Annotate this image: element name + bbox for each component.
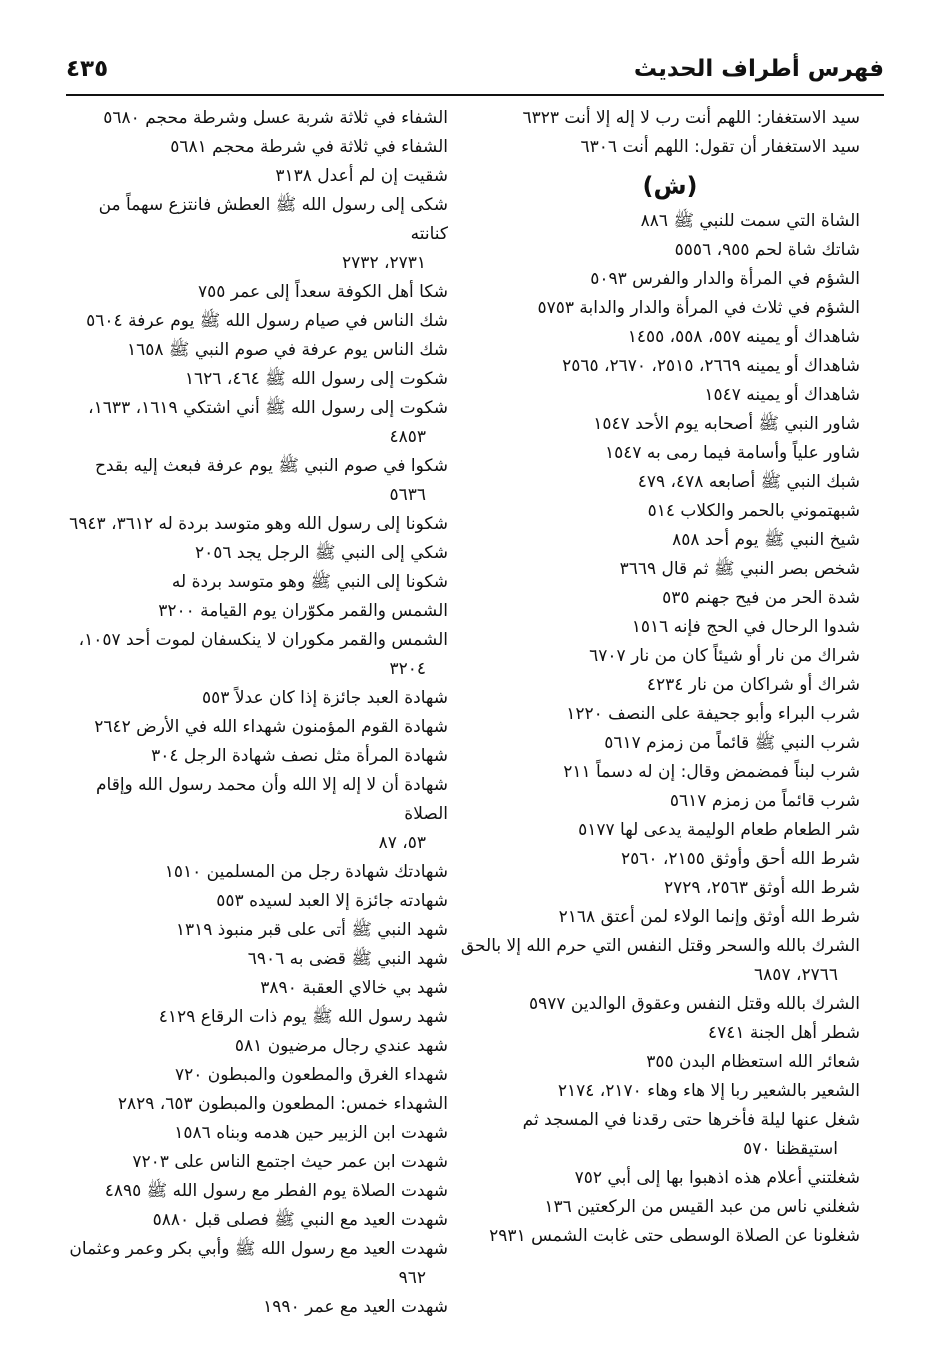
entry-continuation: ٥٦٣٦ [389, 485, 426, 505]
entry-text: شرب قائماً من زمزم ٥٦١٧ [669, 791, 860, 811]
page-title: فهرس أطراف الحديث [633, 56, 884, 82]
index-entry [455, 874, 860, 903]
entry-continuation: ٢٧٦٦، ٦٨٥٧ [754, 965, 838, 985]
index-entry [455, 497, 860, 526]
index-entry [455, 1048, 860, 1077]
entry-text: شرط الله أحق وأوثق ٢١٥٥، ٢٥٦٠ [620, 849, 860, 869]
index-entry [455, 584, 860, 613]
index-entry [455, 236, 860, 265]
right-column [455, 104, 860, 1251]
index-entry [455, 1106, 860, 1164]
index-entry [455, 323, 860, 352]
entry-text: شغل عنها ليلة فأخرها حتى رقدنا في المسجد ثم [522, 1110, 860, 1130]
entry-text: شكي إلى النبي ﷺ الرجل يجد ٢٠٥٦ [195, 543, 448, 563]
entry-text: شاور علياً وأسامة فيما رمى به ١٥٤٧ [604, 443, 860, 463]
index-entry [455, 787, 860, 816]
index-entry [58, 365, 448, 394]
index-entry [455, 932, 860, 990]
index-entry [58, 394, 448, 452]
index-entry [58, 1293, 448, 1322]
entry-text: شغلني ناس من عبد القيس من الركعتين ١٣٦ [544, 1197, 860, 1217]
entry-text: شك الناس في صيام رسول الله ﷺ يوم عرفة ٥٦٠٤ [86, 311, 448, 331]
entry-text: الشرك بالله وقتل النفس وعقوق الوالدين ٥٩٧٧ [528, 994, 860, 1014]
entry-text: شاهداك أو يمينه ٥٥٧، ٥٥٨، ١٤٥٥ [627, 327, 860, 347]
index-entry [58, 597, 448, 626]
index-entry [58, 1032, 448, 1061]
entry-text: شرط الله أوثق وإنما الولاء لمن أعتق ٢١٦٨ [558, 907, 860, 927]
page-header [66, 56, 884, 92]
entry-text: شقيت إن لم أعدل ٣١٣٨ [275, 166, 448, 186]
entry-text: شدة الحر من فيح جهنم ٥٣٥ [662, 588, 860, 608]
entry-text: شهادتك شهادة رجل من المسلمين ١٥١٠ [164, 862, 448, 882]
index-entry [455, 468, 860, 497]
index-entry [455, 700, 860, 729]
index-entry [58, 162, 448, 191]
index-entry [455, 381, 860, 410]
index-entry [455, 1019, 860, 1048]
entry-text: شهادته جائزة إلا العبد لسيده ٥٥٣ [216, 891, 448, 911]
entry-text: شكوت إلى رسول الله ﷺ ٤٦٤، ١٦٢٦ [184, 369, 448, 389]
entry-text: الشهداء خمس: المطعون والمبطون ٦٥٣، ٢٨٢٩ [117, 1094, 448, 1114]
entry-text: شهدت ابن عمر حيث اجتمع الناس على ٧٢٠٣ [132, 1152, 448, 1172]
entry-text: شكى إلى رسول الله ﷺ العطش فانتزع سهماً من كنانته [98, 195, 448, 244]
entry-text: شهد رسول الله ﷺ يوم ذات الرقاع ٤١٢٩ [158, 1007, 448, 1027]
index-entry [455, 671, 860, 700]
entry-text: شيخ النبي ﷺ يوم أحد ٨٥٨ [672, 530, 860, 550]
entry-text: سيد الاستغفار أن تقول: اللهم أنت ٦٣٠٦ [580, 137, 860, 157]
index-entry [58, 452, 448, 510]
entry-continuation: ٢٧٣١، ٢٧٣٢ [342, 253, 426, 273]
index-entry [58, 945, 448, 974]
index-entry [58, 626, 448, 684]
entry-text: شاور النبي ﷺ أصحابه يوم الأحد ١٥٤٧ [593, 414, 860, 434]
entry-text: شهدت العيد مع النبي ﷺ فصلى قبل ٥٨٨٠ [152, 1210, 448, 1230]
entry-text: شرب البراء وأبو جحيفة على النصف ١٢٢٠ [566, 704, 860, 724]
entry-text: شرب النبي ﷺ قائماً من زمزم ٥٦١٧ [604, 733, 860, 753]
index-entry [58, 974, 448, 1003]
index-entry [455, 294, 860, 323]
index-entry [455, 526, 860, 555]
index-entry [58, 887, 448, 916]
entry-text: شهد النبي ﷺ أتى على قبر منبوذ ١٣١٩ [175, 920, 448, 940]
index-entry [58, 336, 448, 365]
entry-text: شاهداك أو يمينه ٢٦٦٩، ٢٥١٥، ٢٦٧٠، ٢٥٦٥ [562, 356, 860, 376]
index-entry [58, 307, 448, 336]
entry-text: الشمس والقمر مكوّران يوم القيامة ٣٢٠٠ [158, 601, 448, 621]
index-entry [58, 1206, 448, 1235]
entry-text: شهادة أن لا إله إلا الله وأن محمد رسول الله وإقام الصلاة [95, 775, 448, 824]
index-entry [455, 1193, 860, 1222]
index-entry [58, 858, 448, 887]
index-entry [455, 207, 860, 236]
index-entry [455, 555, 860, 584]
entry-continuation: ٣٢٠٤ [389, 659, 426, 679]
index-entry [58, 916, 448, 945]
entry-text: شبك النبي ﷺ أصابعه ٤٧٨، ٤٧٩ [637, 472, 860, 492]
entry-text: شدوا الرحال في الحج فإنه ١٥١٦ [631, 617, 860, 637]
entry-text: شهدت العيد مع رسول الله ﷺ وأبي بكر وعمر وعثمان [69, 1239, 448, 1259]
entry-text: شهدت الصلاة يوم الفطر مع رسول الله ﷺ ٤٨٩٥ [104, 1181, 448, 1201]
entry-text: شبهتموني بالحمر والكلاب ٥١٤ [647, 501, 860, 521]
index-entry [455, 816, 860, 845]
entry-text: شهادة المرأة مثل نصف شهادة الرجل ٣٠٤ [151, 746, 448, 766]
index-entry [455, 990, 860, 1019]
entry-text: شكونا إلى النبي ﷺ وهو متوسد بردة له [171, 572, 448, 592]
entry-text: شرط الله أوثق ٢٥٦٣، ٢٧٢٩ [664, 878, 860, 898]
entry-text: شهد عندي رجال مرضيون ٥٨١ [234, 1036, 448, 1056]
entry-text: شخص بصر النبي ﷺ ثم قال ٣٦٦٩ [619, 559, 860, 579]
index-entry [455, 265, 860, 294]
entry-continuation: استيقظنا ٥٧٠ [743, 1139, 838, 1159]
index-entry [58, 568, 448, 597]
index-entry [58, 539, 448, 568]
entry-text: شكونا إلى رسول الله وهو متوسد بردة له ٣٦١٢، ٦٩٤٣ [69, 514, 448, 534]
entry-text: شعائر الله استعظام البدن ٣٥٥ [646, 1052, 860, 1072]
entry-text: سيد الاستغفار: اللهم أنت رب لا إله إلا أنت ٦٣٢٣ [522, 108, 860, 128]
index-entry [455, 729, 860, 758]
entry-text: شهداء الغرق والمطعون والمبطون ٧٢٠ [174, 1065, 448, 1085]
entry-text: الشاة التي سمت للنبي ﷺ ٨٨٦ [640, 211, 860, 231]
entry-text: شهدت ابن الزبير حين هدمه وبناه ١٥٨٦ [174, 1123, 448, 1143]
entry-text: شطر أهل الجنة ٤٧٤١ [708, 1023, 860, 1043]
index-entry [455, 642, 860, 671]
entry-text: الشمس والقمر مكوران لا ينكسفان لموت أحد ١٠٥٧، [78, 630, 448, 650]
entry-text: الشؤم في المرأة والدار والفرس ٥٠٩٣ [590, 269, 860, 289]
index-entry [58, 684, 448, 713]
index-entry [58, 1061, 448, 1090]
page-number: ٤٣٥ [66, 56, 109, 82]
index-entry [58, 191, 448, 278]
index-entry [58, 510, 448, 539]
left-column [58, 104, 448, 1322]
entry-text: شهد النبي ﷺ قضى به ٦٩٠٦ [247, 949, 448, 969]
entry-text: شاهداك أو يمينه ١٥٤٧ [704, 385, 860, 405]
index-entry [455, 133, 860, 162]
entry-continuation: ٤٨٥٣ [389, 427, 426, 447]
index-entry [455, 903, 860, 932]
entry-text: شهادة القوم المؤمنون شهداء الله في الأرض ٢٦٤٢ [94, 717, 448, 737]
index-entry [58, 1235, 448, 1293]
entry-text: شغلتني أعلام هذه اذهبوا بها إلى أبي ٧٥٢ [574, 1168, 860, 1188]
entry-text: شهد بي خالاي العقبة ٣٨٩٠ [260, 978, 448, 998]
index-entry [58, 1003, 448, 1032]
entry-text: شغلونا عن الصلاة الوسطى حتى غابت الشمس ٢٩٣١ [489, 1226, 860, 1246]
index-entry [455, 613, 860, 642]
index-entry [455, 845, 860, 874]
entry-text: شر الطعام طعام الوليمة يدعى لها ٥١٧٧ [578, 820, 860, 840]
entry-text: شك الناس يوم عرفة في صوم النبي ﷺ ١٦٥٨ [126, 340, 448, 360]
index-entry [58, 133, 448, 162]
entry-text: الشؤم في ثلاث في المرأة والدار والدابة ٥٧٥٣ [537, 298, 860, 318]
index-entry [58, 1148, 448, 1177]
index-entry [58, 1119, 448, 1148]
entry-text: الشفاء في ثلاثة في شرطة محجم ٥٦٨١ [170, 137, 448, 157]
entry-text: الشعير بالشعير ربا إلا هاء وهاء ٢١٧٠، ٢١٧٤ [557, 1081, 860, 1101]
index-entry [58, 713, 448, 742]
header-rule [66, 94, 884, 96]
entry-continuation: ٥٣، ٨٧ [378, 833, 426, 853]
index-entry [455, 410, 860, 439]
index-entry [455, 352, 860, 381]
index-entry [455, 1164, 860, 1193]
entry-text: شكا أهل الكوفة سعداً إلى عمر ٧٥٥ [197, 282, 448, 302]
entry-text: شاتك شاة لحم ٩٥٥، ٥٥٥٦ [674, 240, 860, 260]
entry-text: شرب لبناً فمضمض وقال: إن له دسماً ٢١١ [563, 762, 860, 782]
section-letter: (ش) [642, 172, 698, 200]
index-entry [455, 104, 860, 133]
index-entry [58, 1090, 448, 1119]
entry-text: شكوا في صوم النبي ﷺ يوم عرفة فبعث إليه بقدح [94, 456, 448, 476]
index-entry [455, 758, 860, 787]
index-entry [58, 742, 448, 771]
index-entry [58, 104, 448, 133]
index-entry [58, 1177, 448, 1206]
index-entry [58, 278, 448, 307]
entry-text: الشفاء في ثلاثة شربة عسل وشرطة محجم ٥٦٨٠ [103, 108, 448, 128]
entry-text: شراك من نار أو شيئاً كان من نار ٦٧٠٧ [589, 646, 860, 666]
index-entry [58, 771, 448, 858]
entry-text: شكوت إلى رسول الله ﷺ أني اشتكي ١٦١٩، ١٦٣٣، [88, 398, 448, 418]
entry-text: شراك أو شراكان من نار ٤٢٣٤ [646, 675, 860, 695]
index-entry [455, 1077, 860, 1106]
index-entry [455, 439, 860, 468]
index-entry [455, 1222, 860, 1251]
entry-text: شهدت العيد مع عمر ١٩٩٠ [263, 1297, 448, 1317]
entry-text: الشرك بالله والسحر وقتل النفس التي حرم الله إلا بالحق [460, 936, 860, 956]
entry-continuation: ٩٦٢ [398, 1268, 426, 1288]
entry-text: شهادة العبد جائزة إذا كان عدلاً ٥٥٣ [202, 688, 448, 708]
